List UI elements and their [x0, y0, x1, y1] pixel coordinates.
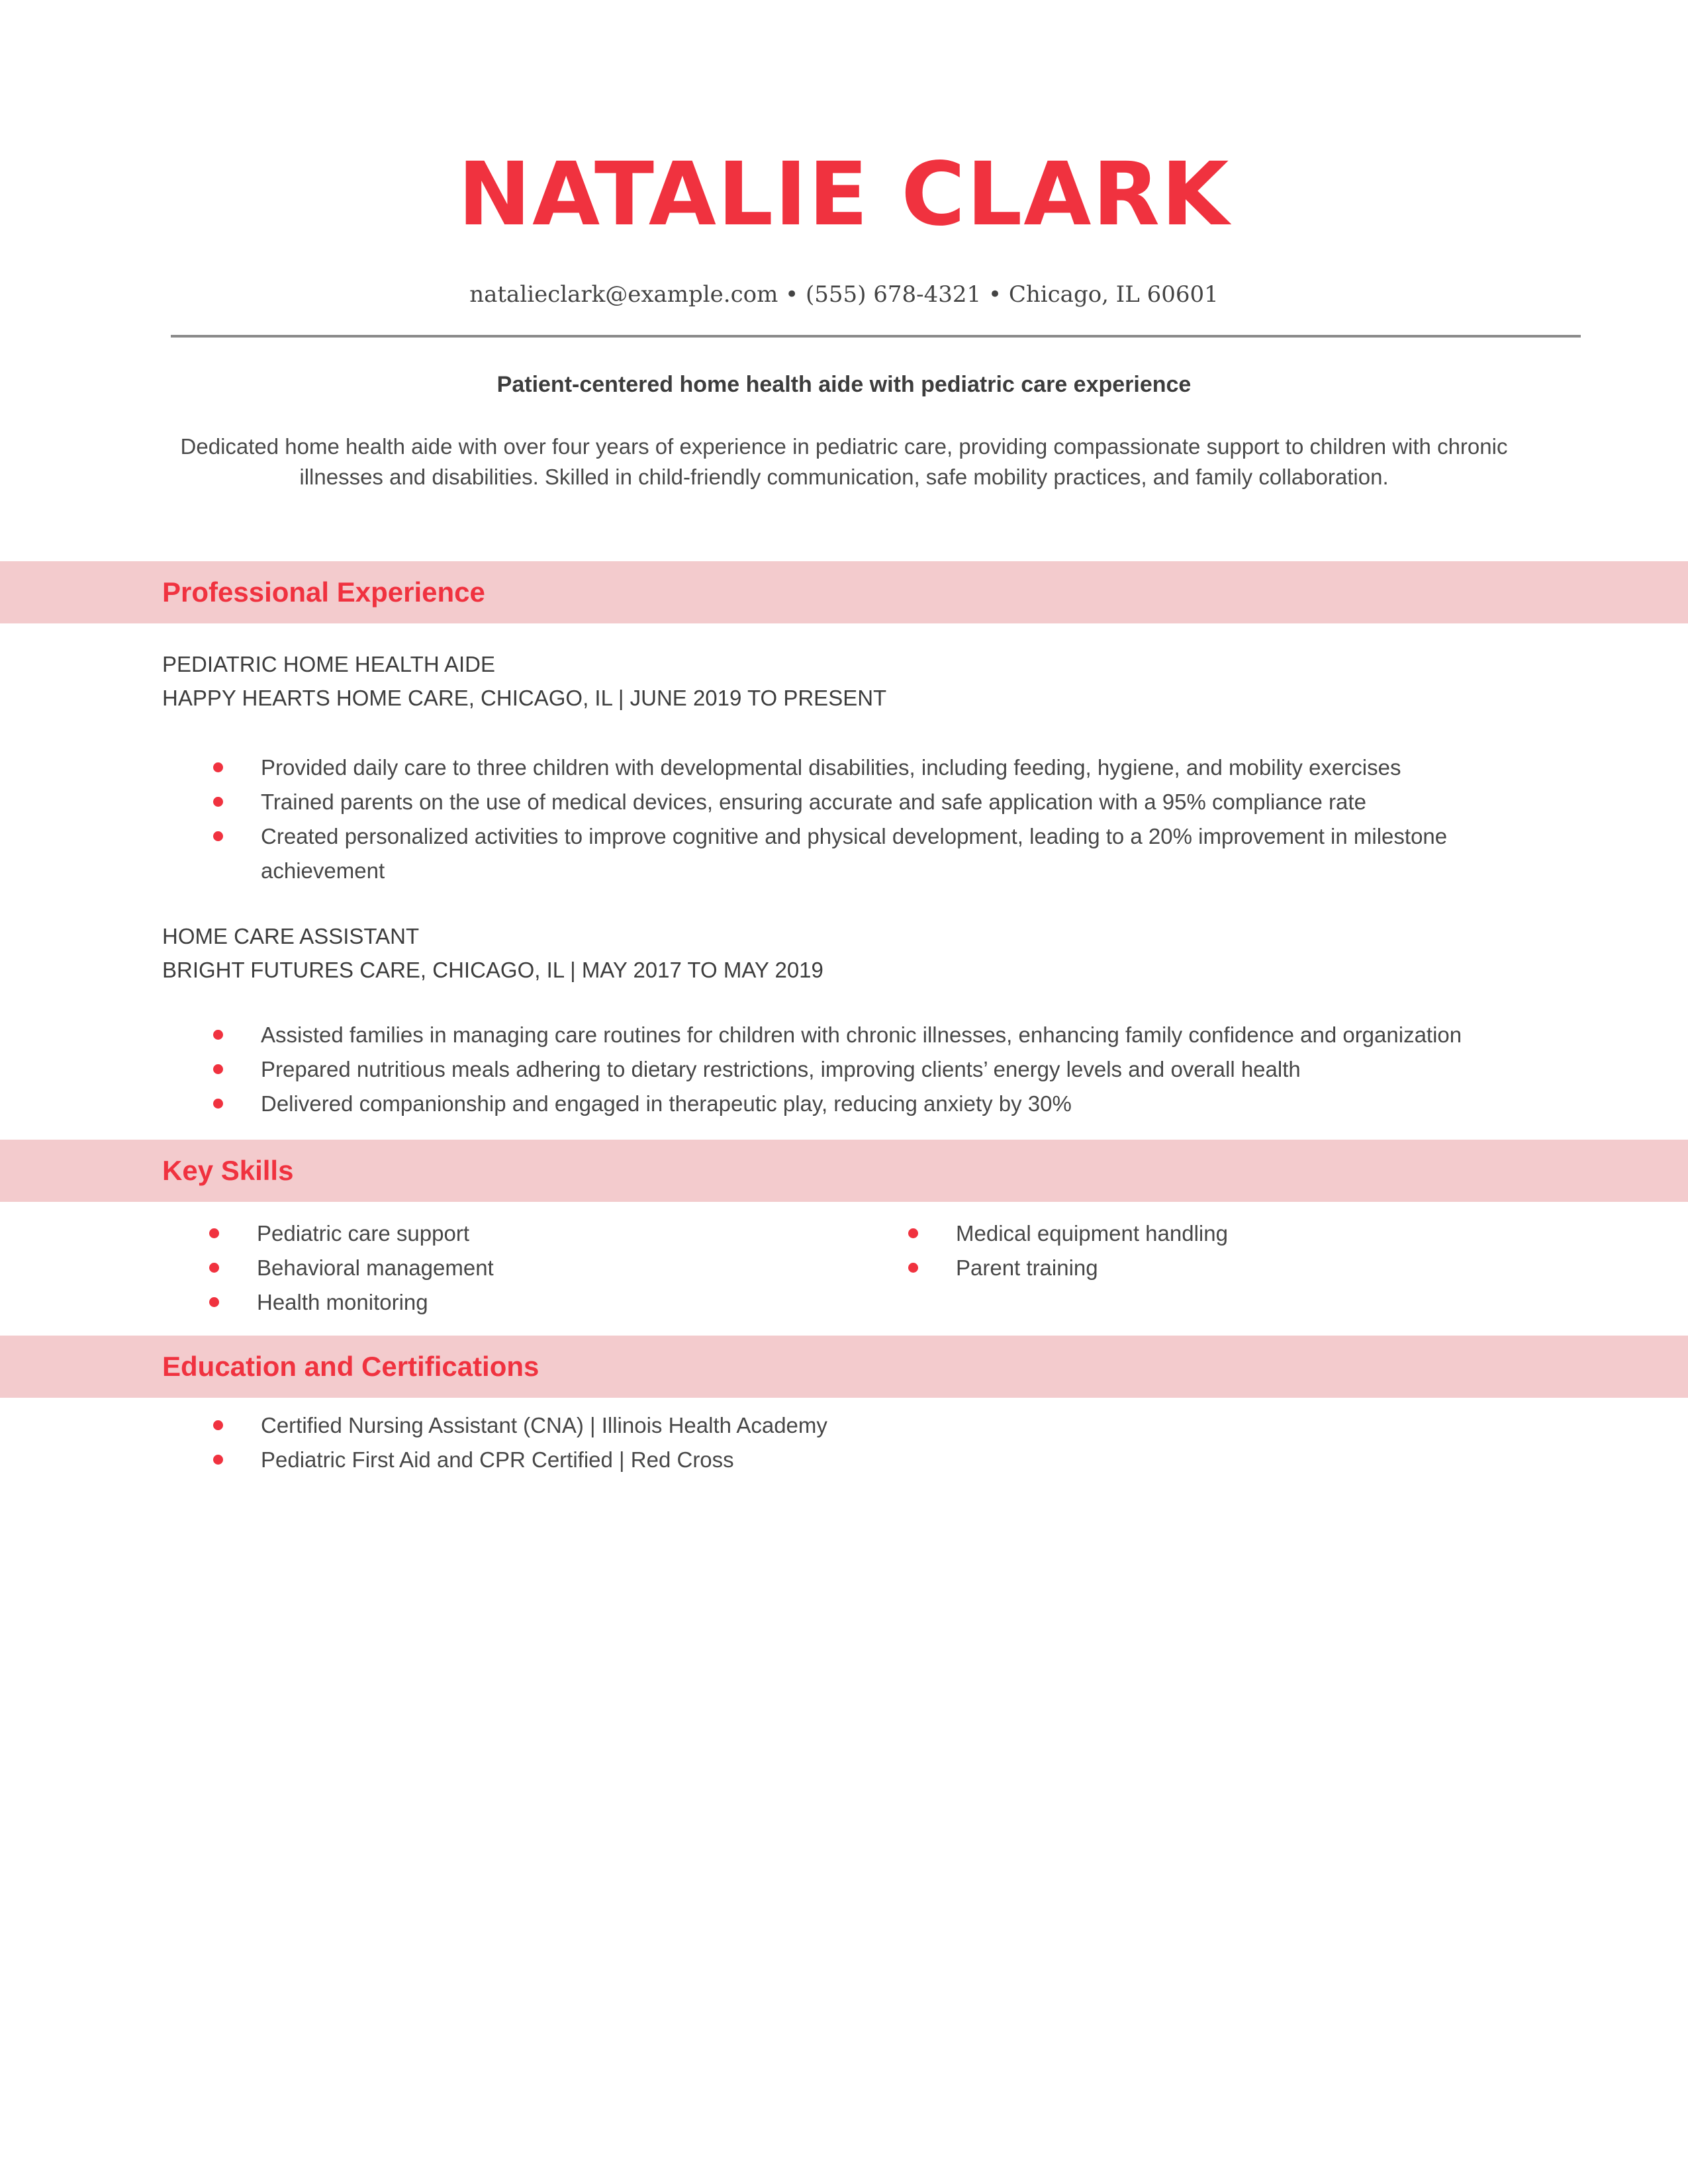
bullet-dot-icon: [213, 797, 223, 807]
bullet-dot-icon: [209, 1263, 219, 1273]
education-list: [0, 1408, 1552, 1477]
skills-heading: Key Skills: [162, 1155, 294, 1186]
list-item: Provided daily care to three children with developmental disabilities, including feeding, hygiene, and mobility exercises: [0, 751, 1552, 785]
list-item: Prepared nutritious meals adhering to dietary restrictions, improving clients’ energy levels and overall health: [0, 1052, 1552, 1087]
experience-heading: Professional Experience: [162, 576, 485, 608]
education-heading: Education and Certifications: [162, 1351, 539, 1382]
bullet-dot-icon: [213, 831, 223, 841]
job-meta: BRIGHT FUTURES CARE, CHICAGO, IL | MAY 2017 TO MAY 2019: [162, 958, 823, 982]
job-meta: HAPPY HEARTS HOME CARE, CHICAGO, IL | JUNE 2019 TO PRESENT: [162, 686, 887, 710]
list-item: Pediatric care support: [209, 1216, 494, 1251]
list-item: Parent training: [908, 1251, 1228, 1285]
job-title: PEDIATRIC HOME HEALTH AIDE: [162, 652, 496, 676]
list-item: Medical equipment handling: [908, 1216, 1228, 1251]
list-item: Certified Nursing Assistant (CNA) | Illinois Health Academy: [0, 1408, 1552, 1443]
skills-list-left: [209, 1216, 494, 1320]
list-item: Health monitoring: [209, 1285, 494, 1320]
contact-line: natalieclark@example.com • (555) 678-4321 • Chicago, IL 60601: [469, 281, 1219, 308]
header-divider: [171, 335, 1581, 338]
experience-section-header: [0, 561, 1688, 623]
bullet-dot-icon: [213, 762, 223, 772]
education-section-header: [0, 1336, 1688, 1398]
job-bullets: [0, 1018, 1552, 1121]
candidate-name: NATALIE CLARK: [457, 144, 1231, 246]
summary-tagline: Patient-centered home health aide with pediatric care experience: [496, 372, 1192, 397]
bullet-dot-icon: [908, 1263, 918, 1273]
skills-list-right: [908, 1216, 1228, 1285]
bullet-dot-icon: [213, 1064, 223, 1074]
list-item: Assisted families in managing care routines for children with chronic illnesses, enhancing family confidence and organization: [0, 1018, 1552, 1052]
summary-text: Dedicated home health aide with over four years of experience in pediatric care, providing compassionate support to children with chronic illnesses and disabilities. Skilled in child-friendly communication, safe mobility practices, and family collaboration.: [180, 434, 1508, 489]
list-item: Pediatric First Aid and CPR Certified | Red Cross: [0, 1443, 1552, 1477]
bullet-dot-icon: [209, 1228, 219, 1238]
job-title: HOME CARE ASSISTANT: [162, 924, 420, 948]
bullet-dot-icon: [213, 1099, 223, 1109]
job-bullets: [0, 751, 1552, 888]
bullet-dot-icon: [213, 1030, 223, 1040]
list-item: Delivered companionship and engaged in therapeutic play, reducing anxiety by 30%: [0, 1087, 1552, 1121]
list-item: Created personalized activities to improve cognitive and physical development, leading to a 20% improvement in milestone achievement: [0, 819, 1552, 888]
bullet-dot-icon: [213, 1420, 223, 1430]
bullet-dot-icon: [213, 1455, 223, 1465]
list-item: Behavioral management: [209, 1251, 494, 1285]
bullet-dot-icon: [908, 1228, 918, 1238]
bullet-dot-icon: [209, 1297, 219, 1307]
list-item: Trained parents on the use of medical devices, ensuring accurate and safe application with a 95% compliance rate: [0, 785, 1552, 819]
skills-section-header: [0, 1140, 1688, 1202]
